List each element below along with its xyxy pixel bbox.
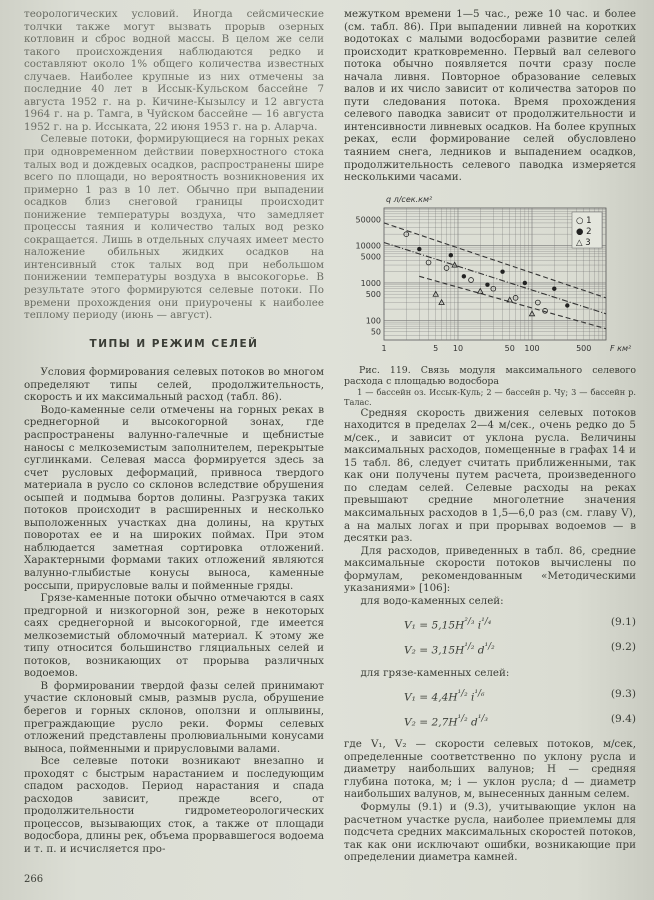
x-tick-label: 5 <box>433 343 439 353</box>
formula-label: для грязе-каменных селей: <box>360 666 510 679</box>
figure-caption: Рис. 119. Связь модуля максимального селевого расхода с площадью водосбора <box>344 364 636 387</box>
data-point <box>552 286 556 290</box>
page-number: 266 <box>24 874 44 885</box>
data-point <box>565 303 569 307</box>
paragraph: Формулы (9.1) и (9.3), учитывающие уклон на расчетном участке русла, наиболее приемлемы для подсчета средних максимальных скоростей потоков, так как они исключают ошибки, возникающие при определении диаметра камней. <box>344 801 636 864</box>
paragraph: межутком времени 1—5 час., реже 10 час. и более (см. табл. 86). При выпадении ливней на коротких водотоках с малыми водосборами развитие селей происходит кратковременно. Первый вал селевого потока обычно появляется почти сразу после начала ливня. Повторное образование селевых валов и их число зависит от количества заторов по пути следования потока. Время прохождения селевого паводка зависит от продолжительности и интенсивности ливневых осадков. На более крупных реках, если формирование селей обусловлено таянием снега, ледников и выпадением осадков, продолжительность селевого паводка измеряется несколькими часами. <box>344 8 636 184</box>
data-point <box>523 280 527 284</box>
formula-label: для водо-каменных селей: <box>360 594 504 607</box>
figure-chart <box>344 190 636 365</box>
data-point <box>485 282 489 286</box>
chart-svg <box>344 190 636 365</box>
formula-9-2: $V_2 = 3,15H^{^1/_2}$ $d^{^1/_2}$ (9.2) <box>404 641 636 658</box>
x-tick-label: 50 <box>504 343 515 353</box>
data-point <box>417 247 421 251</box>
legend-entry: ● 2 <box>576 226 592 237</box>
data-point <box>449 253 453 257</box>
x-tick-label: 500 <box>576 343 592 353</box>
paragraph: теорологических условий. Иногда сейсмические толчки также могут вызвать прорыв озерных котловин и сброс водной массы. В целом же сели такого происхождения наблюдаются редко и составляют около 1% общего количества известных случаев. Наиболее крупные из них отмечены за последние 40 лет в Иссык-Кульском бассейне 7 августа 1952 г. на р. Кичине-Кызылсу и 12 августа 1964 г. на р. Тамга, в Чуйском бассейне — 16 августа 1952 г. на р. Иссыката, 22 июня 1953 г. на р. Аларча. <box>24 8 324 133</box>
y-tick-label: 10000 <box>355 241 381 251</box>
left-column <box>24 8 324 856</box>
paragraph: Для расходов, приведенных в табл. 86, средние максимальные скорости потоков вычислены по формулам, рекомендованным «Методическими указаниями» [106]: <box>344 544 636 595</box>
section-heading: ТИПЫ И РЕЖИМ СЕЛЕЙ <box>89 337 259 350</box>
formula-number: (9.2) <box>610 641 636 654</box>
paragraph: Селевые потоки, формирующиеся на горных реках при одновременном действии поверхностного стока талых вод и дождевых осадков, распространены шире всего по площади, но вероятность возникновения их примерно 1 раз в 10 лет. Обычно при выпадении осадков близ снеговой границы происходит понижение температуры воздуха, что замедляет процессы таяния и количество талых вод резко сокращается. Лишь в отдельных случаях имеет место наложение обильных жидких осадков на интенсивный сток талых вод при небольшом понижении температуры воздуха в высокогорье. В результате этого формируются селевые потоки. По времени прохождения они приурочены к наиболее теплому периоду (июнь — август). <box>24 133 324 322</box>
x-tick-label: 100 <box>524 343 540 353</box>
formula-number: (9.4) <box>610 713 636 726</box>
legend-entry: ○ 1 <box>576 215 592 226</box>
y-tick-label: 500 <box>365 289 381 299</box>
paragraph: где V₁, V₂ — скорости селевых потоков, м/сек, определенные соответственно по уклону русла и диаметру наибольших валунов; H — средняя глубина потока, м; i — уклон русла; d — диаметр наибольших валунов, м, вынесенных данным селем. <box>344 738 636 801</box>
paragraph: Условия формирования селевых потоков во многом определяют типы селей, продолжительность, скорость и их максимальный расход (табл. 86). <box>24 366 324 404</box>
data-point <box>469 277 474 282</box>
data-point <box>500 269 504 273</box>
paragraph: В формировании твердой фазы селей принимают участие склоновый смыв, размыв русла, обрушение берегов и горных склонов, оползни и оплывины, преграждающие русло реки. Формы селевых отложений представлены пролювиальными конусами выноса, пойменными и прирусловыми валами. <box>24 679 324 755</box>
paragraph: Все селевые потоки возникают внезапно и проходят с быстрым нарастанием и последующим спадом расходов. Период нарастания и спада расходов зависит, прежде всего, от продолжительности гидрометеорологических процессов, вызывающих сток, а также от площади водосбора, длины рек, объема прорвавшегося водоема и т. п. и исчисляется про- <box>24 755 324 855</box>
x-tick-label: 10 <box>452 343 464 353</box>
y-axis-label: q л/сек.км² <box>386 194 433 204</box>
paragraph: Грязе-каменные потоки обычно отмечаются в саях предгорной и низкогорной зон, реже в некоторых саях среднегорной и высокогорной, где имеется мелкоземистый обломочный материал. К этому же типу относится большинство гляциальных селей и потоков, возникающих от прорыва различных водоемов. <box>24 592 324 680</box>
paragraph: Средняя скорость движения селевых потоков находится в пределах 2—4 м/сек., очень редко до 5 м/сек., и зависит от уклона русла. Величины максимальных расходов, помещенные в графах 14 и 15 табл. 86, следует считать приближенными, так как они получены путем расчета, произведенного по следам селей. Селевые расходы на реках превышают средние многолетние значения максимальных расходов в 1,5—6,0 раз (см. главу V), а на малых логах и при прорывах водоемов — в десятки раз. <box>344 406 636 545</box>
x-tick-label: 1 <box>381 343 387 353</box>
formula-9-1: $V_1 = 5,15H^{^2/_3}$ $i^{^1/_4}$ (9.1) <box>404 616 636 632</box>
y-tick-label: 5000 <box>360 252 381 262</box>
figure-legend-caption: 1 — бассейн оз. Иссык-Куль; 2 — бассейн р. Чу; 3 — бассейн р. Талас. <box>344 386 636 407</box>
trend-line <box>384 242 606 313</box>
paragraph: Водо-каменные сели отмечены на горных реках в среднегорной и высокогорной зонах, где распространены валунно-галечные и щебнистые наносы с мелкоземистым заполнителем, перекрытые суглинками. Селевая масса формируется здесь за счет русловых деформаций, привноса твердого материала в русло со склонов вследствие обрушения осыпей и подмыва бортов долины. Разгрузка таких потоков происходит в расширенных и несколько выположенных участках дна долины, на крутых поворотах ее и на широких поймах. При этом наблюдается заметная сортировка отложений. Характерными формами таких отложений являются валунно-глыбистые конусы выноса, каменные россыпи, прирусловые валы и пойменные гряды. <box>24 403 324 592</box>
formula-9-3: $V_1 = 4,4H^{^1/_2}$ $i^{^1/_6}$ (9.3) <box>404 688 636 704</box>
formula-9-4: $V_2 = 2,7H^{^1/_2}$ $d^{^1/_3}$ (9.4) <box>404 713 636 729</box>
right-column <box>344 8 636 864</box>
y-tick-label: 1000 <box>360 278 381 288</box>
x-axis-label: F км² <box>610 343 632 353</box>
formula-number: (9.3) <box>610 688 636 701</box>
data-point <box>462 274 466 278</box>
y-tick-label: 50000 <box>355 214 381 224</box>
y-tick-label: 50 <box>370 327 381 337</box>
legend-entry: △ 3 <box>576 237 591 248</box>
y-tick-label: 100 <box>365 316 381 326</box>
formula-number: (9.1) <box>610 616 636 629</box>
